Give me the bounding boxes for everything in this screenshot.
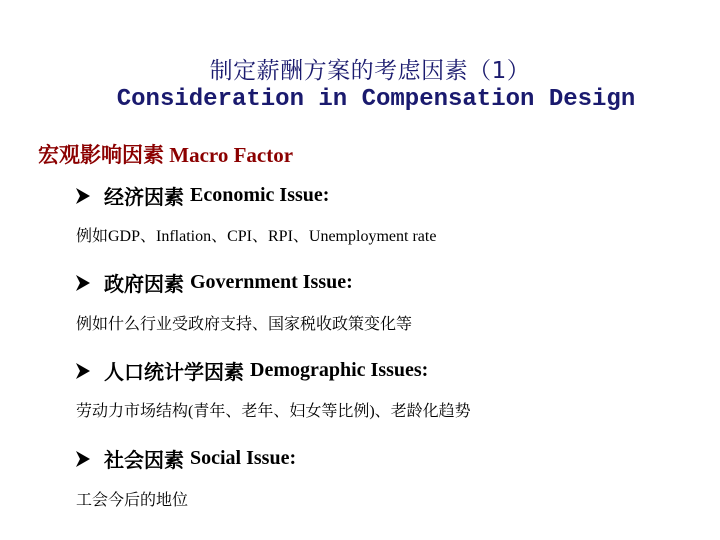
- bullet-social-chinese: 社会因素: [104, 448, 184, 472]
- bullet-demographic-chinese: 人口统计学因素: [104, 360, 244, 384]
- bullet-social: [76, 444, 296, 473]
- bullet-demographic-english: Demographic Issues:: [250, 359, 429, 381]
- arrow-bullet-icon: [76, 275, 90, 291]
- section-heading-english: Macro Factor: [169, 143, 294, 167]
- example-demographic: 劳动力市场结构(青年、老年、妇女等比例)、老龄化趋势: [76, 403, 471, 420]
- bullet-economic-chinese: 经济因素: [104, 185, 184, 209]
- bullet-demographic: [76, 356, 428, 385]
- bullet-economic: [76, 181, 329, 210]
- bullet-economic-english: Economic Issue:: [190, 184, 330, 206]
- arrow-bullet-icon: [76, 451, 90, 467]
- arrow-bullet-icon: [76, 188, 90, 204]
- slide-title-chinese: 制定薪酬方案的考虑因素（1）: [209, 58, 531, 84]
- section-heading: [38, 139, 293, 169]
- example-government: 例如什么行业受政府支持、国家税收政策变化等: [76, 316, 413, 333]
- slide-title-english: Consideration in Compensation Design: [116, 86, 636, 113]
- bullet-government: [76, 268, 353, 297]
- bullet-government-chinese: 政府因素: [104, 272, 184, 296]
- example-economic: 例如GDP、Inflation、CPI、RPI、Unemployment rate: [76, 228, 437, 245]
- example-social: 工会今后的地位: [76, 492, 189, 509]
- bullet-government-english: Government Issue:: [190, 271, 353, 293]
- section-heading-chinese: 宏观影响因素: [38, 142, 164, 167]
- arrow-bullet-icon: [76, 363, 90, 379]
- bullet-social-english: Social Issue:: [190, 447, 297, 469]
